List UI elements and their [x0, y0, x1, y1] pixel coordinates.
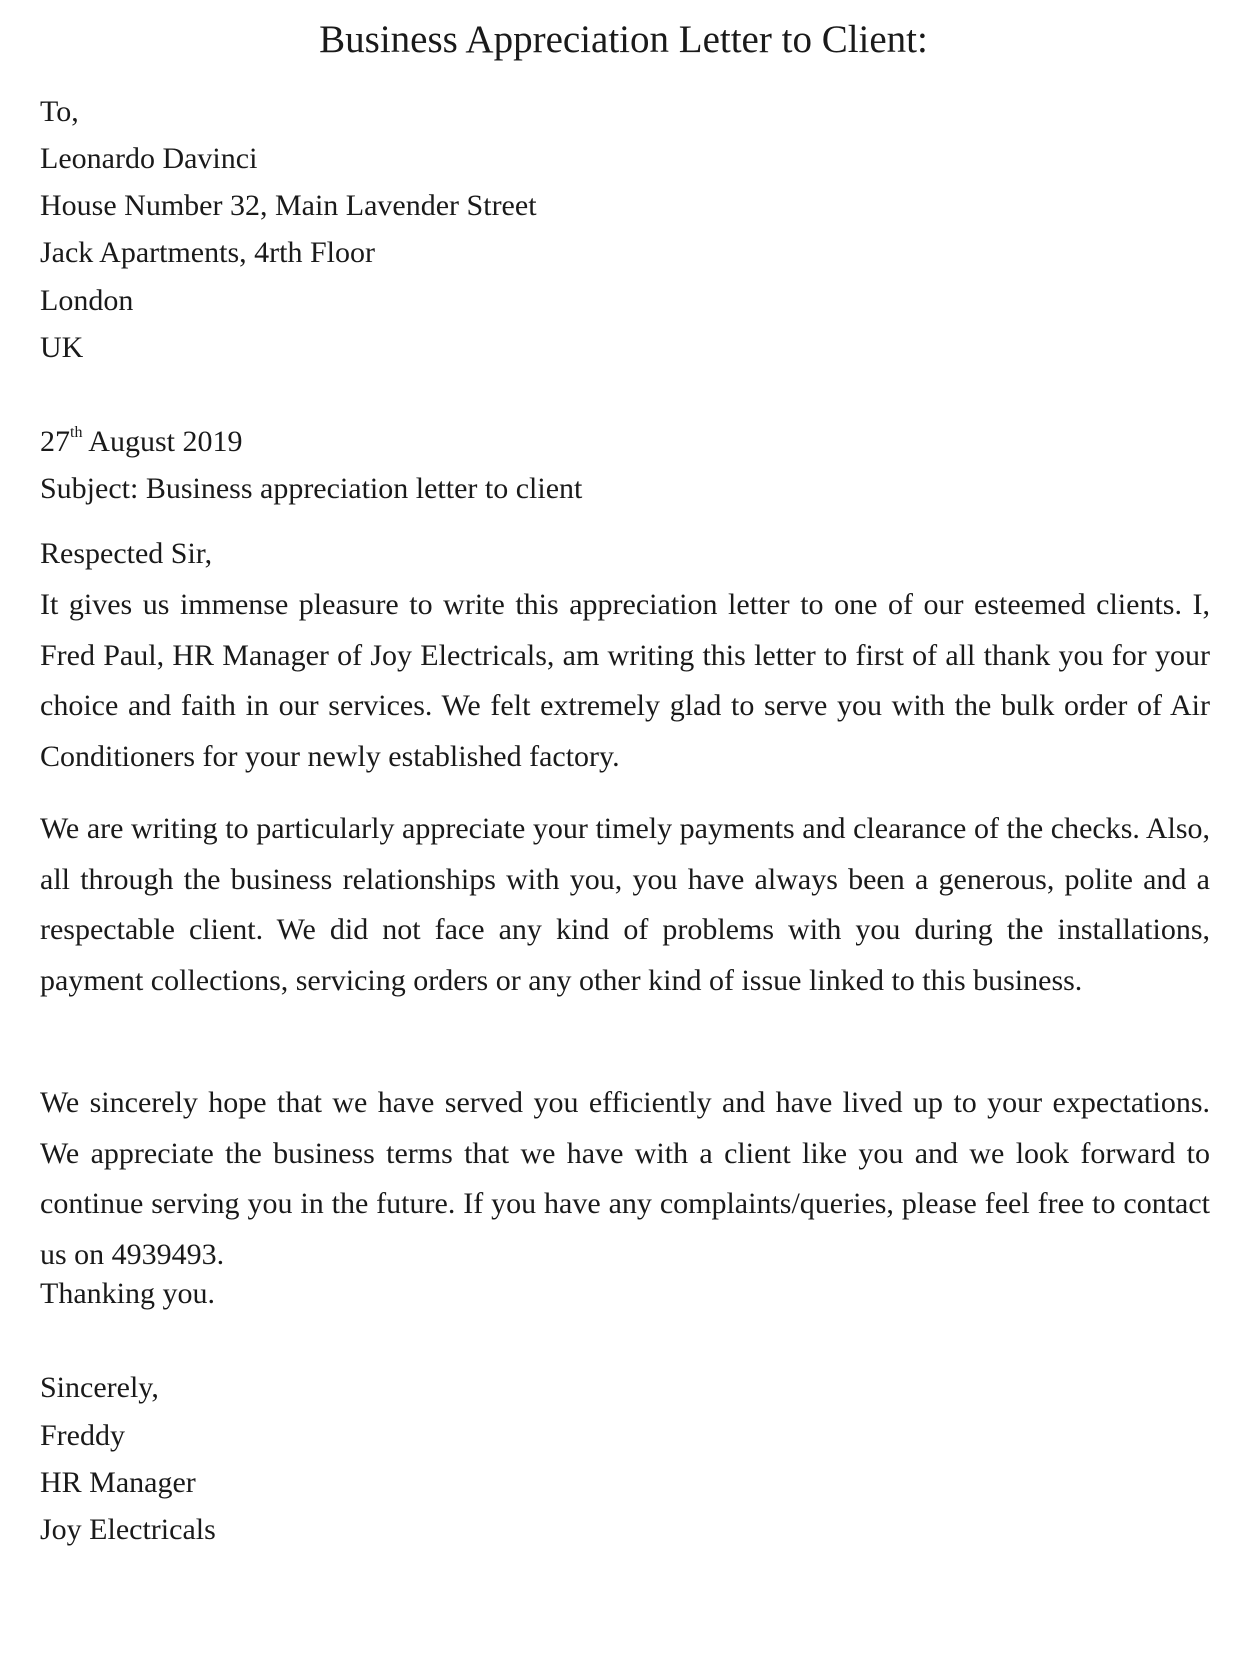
recipient-country: UK — [40, 331, 84, 364]
recipient-name: Leonardo Davinci — [40, 142, 258, 175]
salutation: Respected Sir, — [40, 537, 213, 570]
signature-closing: Sincerely, — [40, 1371, 159, 1404]
letter-title: Business Appreciation Letter to Client: — [319, 18, 928, 61]
date-rest: August 2019 — [82, 425, 243, 458]
recipient-address-line1: House Number 32, Main Lavender Street — [40, 189, 537, 222]
letter-date — [40, 422, 242, 462]
thanks-line: Thanking you. — [40, 1277, 215, 1310]
date-suffix: th — [70, 424, 83, 441]
body-paragraph-2: We are writing to particularly appreciate your timely payments and clearance of the checks. Also, all through the business relationships with you, you have always been a generous, polite and a respectable client. We did not face any kind of problems with you during the installations, payment collections, servicing orders or any other kind of issue linked to this business. — [40, 812, 1210, 997]
body-paragraph-1: It gives us immense pleasure to write this appreciation letter to one of our esteemed clients. I, Fred Paul, HR Manager of Joy Electricals, am writing this letter to first of all thank you for your choice and faith in our services. We felt extremely glad to serve you with the bulk order of Air Conditioners for your newly established factory. — [40, 588, 1210, 773]
recipient-address-line2: Jack Apartments, 4rth Floor — [40, 236, 375, 269]
letter-subject: Subject: Business appreciation letter to client — [40, 472, 583, 505]
signature-company: Joy Electricals — [40, 1513, 216, 1546]
signature-name: Freddy — [40, 1419, 125, 1452]
body-paragraph-3: We sincerely hope that we have served you efficiently and have lived up to your expectations. We appreciate the business terms that we have with a client like you and we look forward to continue serving you in the future. If you have any complaints/queries, please feel free to contact us on 4939493. — [40, 1086, 1210, 1271]
signature-position: HR Manager — [40, 1466, 196, 1499]
date-day: 27 — [40, 425, 70, 458]
recipient-to: To, — [40, 95, 79, 128]
recipient-city: London — [40, 284, 134, 317]
